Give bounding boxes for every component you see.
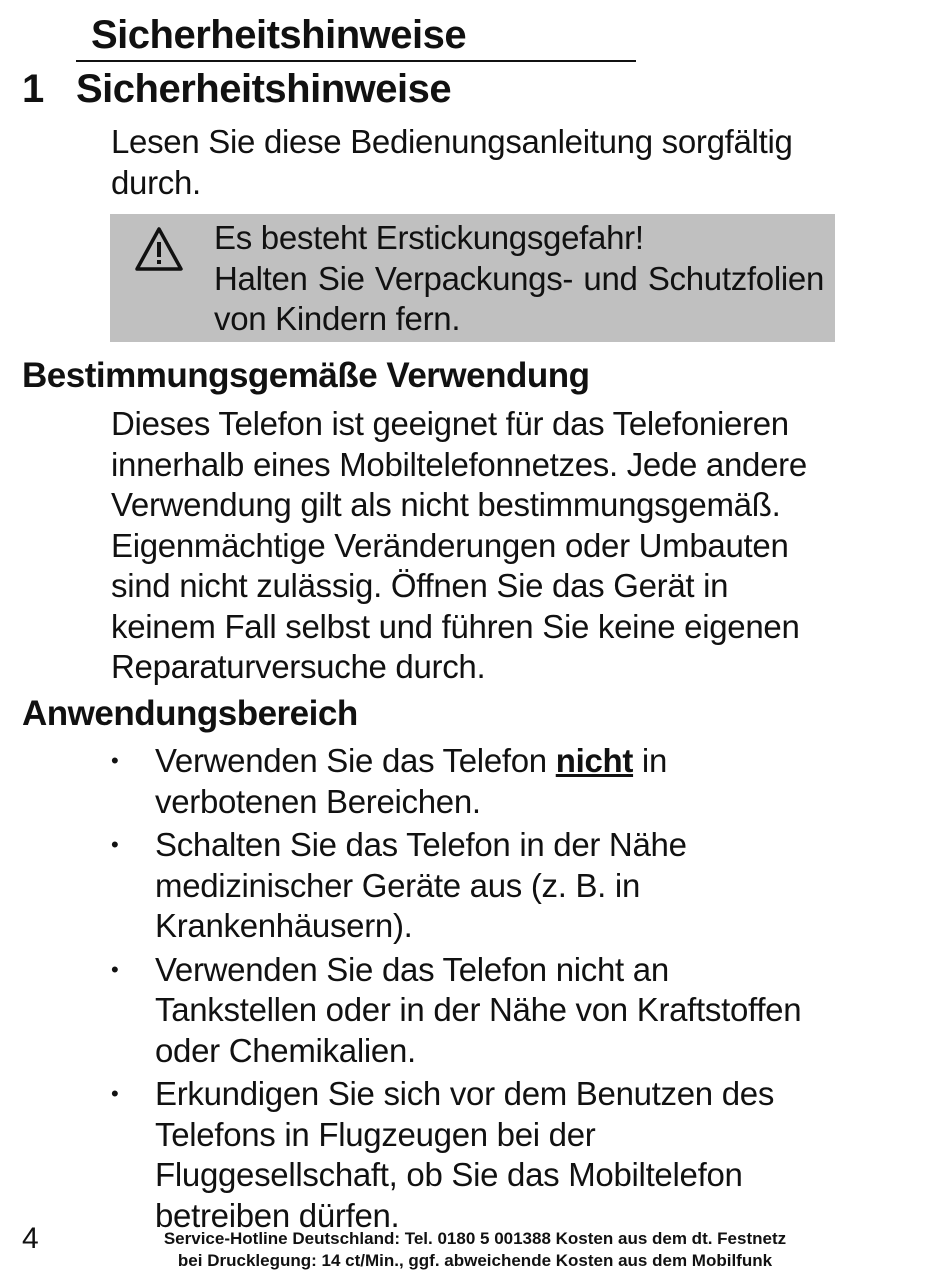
intro-paragraph: Lesen Sie diese Bedienungsanleitung sorgfältig durch. <box>111 123 793 201</box>
running-header: Sicherheitshinweise <box>76 12 636 62</box>
warning-text <box>214 218 824 340</box>
warning-headline: Es besteht Erstickungsgefahr! <box>214 219 644 256</box>
warning-line-3: von Kindern fern. <box>214 300 461 337</box>
bullet-icon: • <box>111 748 119 773</box>
chapter-title: Sicherheitshinweise <box>76 67 452 111</box>
footer-line-1: Service-Hotline Deutschland: Tel. 0180 5 001388 Kosten aus dem dt. Festnetz <box>163 1229 787 1248</box>
scope-bullet-list <box>111 741 831 1239</box>
section-heading-intended-use: Bestimmungsgemäße Verwendung <box>22 356 590 395</box>
warning-line-2: Halten Sie Verpackungs- und Schutzfolien <box>214 259 824 297</box>
list-item-emphasis: nicht <box>555 742 634 779</box>
list-item-text: Erkundigen Sie sich vor dem Benutzen des Telefons in Flugzeugen bei der Fluggesellschaft, ob Sie das Mobiltelefon betreiben dürfen. <box>155 1075 775 1234</box>
list-item-text: Schalten Sie das Telefon in der Nähe medizinischer Geräte aus (z. B. in Krankenhäusern). <box>155 826 687 944</box>
list-item <box>111 1074 831 1236</box>
bullet-icon: • <box>111 1081 119 1106</box>
list-item-text: Verwenden Sie das Telefon nicht an Tankstellen oder in der Nähe von Kraftstoffen oder Chemikalien. <box>155 950 802 1069</box>
list-item <box>111 950 831 1072</box>
bullet-icon: • <box>111 956 119 982</box>
list-item-text-before: Verwenden Sie das Telefon <box>155 742 556 779</box>
footer-line-2: bei Drucklegung: 14 ct/Min., ggf. abweichende Kosten aus dem Mobilfunk <box>177 1251 773 1270</box>
bullet-icon: • <box>111 832 119 857</box>
list-item-text-after: in verbotenen Bereichen. <box>155 742 668 820</box>
list-item <box>111 741 831 822</box>
page-number: 4 <box>22 1222 39 1255</box>
service-hotline-footer <box>120 1228 830 1272</box>
chapter-heading <box>22 66 451 112</box>
section-body-intended-use: Dieses Telefon ist geeignet für das Telefonieren innerhalb eines Mobiltelefonnetzes. Jede andere Verwendung gilt als nicht bestimmungsgemäß. Eigenmächtige Veränderungen oder Umbauten sind nicht zulässig. Öffnen Sie das Gerät in keinem Fall selbst und führen Sie keine eigenen Reparaturversuche durch. <box>111 405 807 685</box>
section-heading-scope: Anwendungsbereich <box>22 694 358 733</box>
warning-triangle-icon <box>134 226 184 272</box>
warning-box <box>110 214 835 342</box>
chapter-number: 1 <box>22 67 44 111</box>
list-item <box>111 825 831 947</box>
